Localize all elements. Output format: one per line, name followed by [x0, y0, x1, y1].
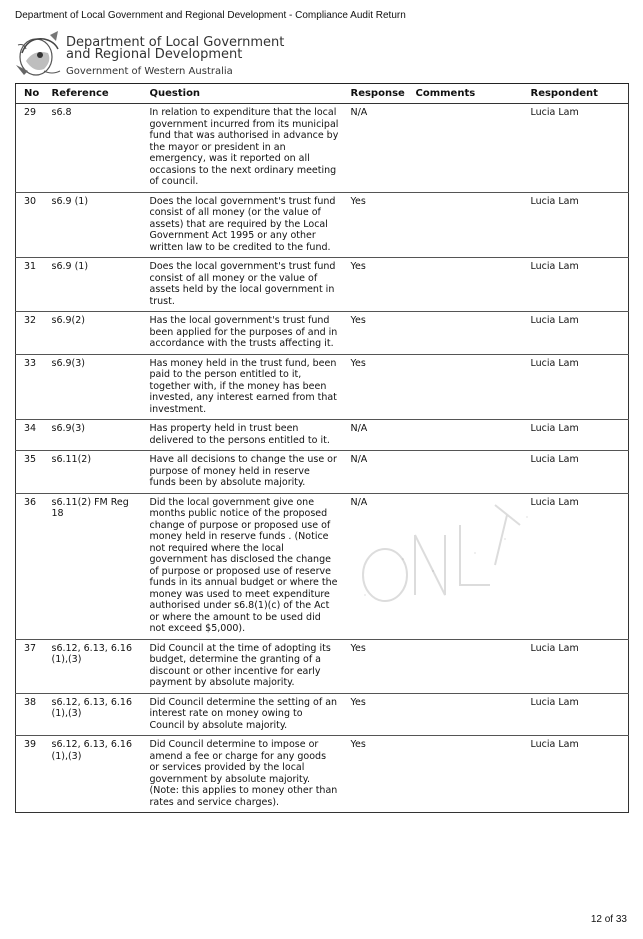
- cell-response: Yes: [343, 312, 408, 355]
- table-row: [16, 639, 629, 693]
- cell-reference: s6.12, 6.13, 6.16 (1),(3): [44, 693, 142, 736]
- column-header-question: Question: [142, 84, 343, 104]
- cell-response: Yes: [343, 258, 408, 312]
- cell-no: 30: [16, 192, 44, 258]
- cell-no: 29: [16, 104, 44, 193]
- cell-no: 36: [16, 493, 44, 639]
- table-row: [16, 451, 629, 494]
- table-row: [16, 258, 629, 312]
- cell-reference: s6.9(2): [44, 312, 142, 355]
- cell-reference: s6.12, 6.13, 6.16 (1),(3): [44, 639, 142, 693]
- cell-comments: [408, 312, 523, 355]
- column-header-comments: Comments: [408, 84, 523, 104]
- cell-no: 31: [16, 258, 44, 312]
- government-name: Government of Western Australia: [66, 66, 233, 77]
- cell-respondent: Lucia Lam: [523, 693, 629, 736]
- cell-question: Did the local government give one months public notice of the proposed change of purpose or proposed use of money held in reserve funds . (Notice not required where the local government has disclosed the change of purpose or proposed use of reserve funds in its annual budget or where the money was used to meet expenditure authorised under s6.8(1)(c) of the Act or where the amount to be used did not exceed $5,000).: [142, 493, 343, 639]
- table-body: [16, 104, 629, 813]
- cell-respondent: Lucia Lam: [523, 258, 629, 312]
- cell-no: 32: [16, 312, 44, 355]
- cell-comments: [408, 639, 523, 693]
- cell-question: Did Council determine to impose or amend a fee or charge for any goods or services provided by the local government by absolute majority. (Note: this applies to money other than rates and service charges).: [142, 736, 343, 813]
- cell-respondent: Lucia Lam: [523, 451, 629, 494]
- cell-question: Has property held in trust been delivered to the persons entitled to it.: [142, 420, 343, 451]
- cell-reference: s6.11(2) FM Reg 18: [44, 493, 142, 639]
- compliance-audit-table: [15, 83, 629, 813]
- cell-comments: [408, 192, 523, 258]
- cell-respondent: Lucia Lam: [523, 420, 629, 451]
- cell-respondent: Lucia Lam: [523, 192, 629, 258]
- cell-response: Yes: [343, 693, 408, 736]
- table-row: [16, 192, 629, 258]
- department-name-line2: and Regional Development: [66, 47, 243, 62]
- department-logo: [14, 31, 344, 81]
- cell-reference: s6.12, 6.13, 6.16 (1),(3): [44, 736, 142, 813]
- table-row: [16, 104, 629, 193]
- cell-no: 33: [16, 354, 44, 420]
- cell-reference: s6.9 (1): [44, 192, 142, 258]
- cell-response: N/A: [343, 104, 408, 193]
- cell-question: Did Council determine the setting of an interest rate on money owing to Council by absolute majority.: [142, 693, 343, 736]
- cell-response: Yes: [343, 354, 408, 420]
- cell-reference: s6.9 (1): [44, 258, 142, 312]
- cell-response: N/A: [343, 420, 408, 451]
- cell-respondent: Lucia Lam: [523, 736, 629, 813]
- cell-no: 34: [16, 420, 44, 451]
- table-row: [16, 493, 629, 639]
- cell-no: 39: [16, 736, 44, 813]
- cell-question: Does the local government's trust fund consist of all money (or the value of assets) that are required by the Local Government Act 1995 or any other written law to be credited to the fund.: [142, 192, 343, 258]
- cell-respondent: Lucia Lam: [523, 354, 629, 420]
- cell-question: Did Council at the time of adopting its budget, determine the granting of a discount or other incentive for early payment by absolute majority.: [142, 639, 343, 693]
- cell-no: 35: [16, 451, 44, 494]
- crest-icon: [14, 31, 64, 79]
- cell-response: Yes: [343, 736, 408, 813]
- cell-question: Has the local government's trust fund been applied for the purposes of and in accordance with the trusts affecting it.: [142, 312, 343, 355]
- table-header-row: [16, 84, 629, 104]
- department-name: [66, 37, 284, 61]
- cell-comments: [408, 736, 523, 813]
- cell-response: N/A: [343, 451, 408, 494]
- cell-reference: s6.11(2): [44, 451, 142, 494]
- cell-question: Does the local government's trust fund consist of all money or the value of assets held by the local government in trust.: [142, 258, 343, 312]
- cell-no: 38: [16, 693, 44, 736]
- cell-comments: [408, 693, 523, 736]
- page-number: 12 of 33: [590, 914, 627, 925]
- cell-respondent: Lucia Lam: [523, 104, 629, 193]
- cell-question: In relation to expenditure that the local government incurred from its municipal fund that was authorised in advance by the mayor or president in an emergency, was it reported on all occasions to the next ordinary meeting of council.: [142, 104, 343, 193]
- table-row: [16, 736, 629, 813]
- cell-response: Yes: [343, 639, 408, 693]
- cell-comments: [408, 354, 523, 420]
- cell-comments: [408, 493, 523, 639]
- cell-question: Have all decisions to change the use or purpose of money held in reserve funds been by absolute majority.: [142, 451, 343, 494]
- cell-no: 37: [16, 639, 44, 693]
- column-header-no: No: [16, 84, 44, 104]
- column-header-respondent: Respondent: [523, 84, 629, 104]
- cell-comments: [408, 104, 523, 193]
- cell-reference: s6.8: [44, 104, 142, 193]
- cell-response: N/A: [343, 493, 408, 639]
- cell-respondent: Lucia Lam: [523, 493, 629, 639]
- table-row: [16, 312, 629, 355]
- running-header: Department of Local Government and Regional Development - Compliance Audit Return: [15, 10, 406, 21]
- table-row: [16, 693, 629, 736]
- cell-comments: [408, 258, 523, 312]
- cell-reference: s6.9(3): [44, 354, 142, 420]
- table-row: [16, 420, 629, 451]
- column-header-response: Response: [343, 84, 408, 104]
- cell-comments: [408, 451, 523, 494]
- cell-respondent: Lucia Lam: [523, 312, 629, 355]
- cell-response: Yes: [343, 192, 408, 258]
- cell-question: Has money held in the trust fund, been paid to the person entitled to it, together with, if the money has been invested, any interest earned from that investment.: [142, 354, 343, 420]
- table-row: [16, 354, 629, 420]
- column-header-reference: Reference: [44, 84, 142, 104]
- cell-comments: [408, 420, 523, 451]
- cell-reference: s6.9(3): [44, 420, 142, 451]
- department-name-line1: Department of Local Government: [66, 35, 285, 50]
- cell-respondent: Lucia Lam: [523, 639, 629, 693]
